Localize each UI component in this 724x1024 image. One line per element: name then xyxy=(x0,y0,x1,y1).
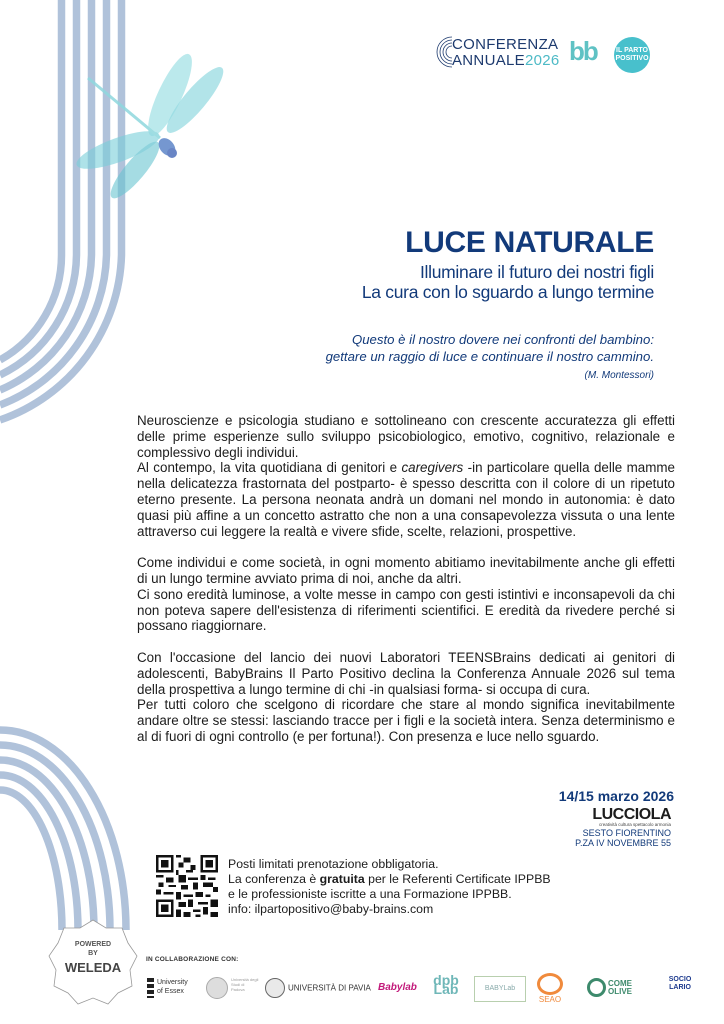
subtitle-line2: La cura con lo sguardo a lungo termine xyxy=(361,282,654,302)
logo-come-olive xyxy=(587,978,639,997)
weleda-logo: WELEDA xyxy=(64,960,122,975)
paragraph-3-sentence-2: Per tutti coloro che scelgono di ricordare che stare al mondo significa inevitabilmente andare oltre se stessi: lasciando tracce per i figli e la società intera. Senza determinismo e al di fuori di ogni controllo (e per fortuna!). Con presenza e luce nello sguardo. xyxy=(137,697,675,744)
logo-university-pavia xyxy=(265,978,380,998)
paragraph-1 xyxy=(137,413,675,539)
conference-logo-line2: ANNUALE xyxy=(452,52,525,69)
logo-babylab-2: BABYLab xyxy=(474,976,526,1002)
info-line1: Posti limitati prenotazione obbligatoria. xyxy=(228,857,439,871)
subtitle xyxy=(362,262,654,302)
seao-ring-icon xyxy=(537,973,563,995)
venue-logo-text: LUCCIOLA xyxy=(592,806,671,823)
padova-seal-icon xyxy=(206,977,228,999)
paragraph-1-sentence-1: Neuroscienze e psicologia studiano e sottolineano con crescente accuratezza gli effetti delle prime esperienze sullo sviluppo psicobiologico, emotivo, cognitivo, relazionale e complessivo degli individui. xyxy=(137,413,675,460)
info-free-label: gratuita xyxy=(319,872,365,886)
page-title: LUCE NATURALE xyxy=(405,226,654,259)
qr-code[interactable] xyxy=(156,855,218,917)
paragraph-2-sentence-1: Come individui e come società, in ogni momento abitiamo inevitabilmente anche gli effetti di un lungo termine avviato prima di noi, anche da altri. xyxy=(137,555,675,586)
paragraph-3 xyxy=(137,650,675,745)
logo-socio-lario: SOCIO LARIO xyxy=(668,976,692,991)
quote-author: (M. Montessori) xyxy=(584,370,654,381)
paragraph-2-sentence-2: Ci sono eredità luminose, a volte messe in campo con gesti istintivi e inconsapevoli da chi non poteva sapere dell'esistenza di riferimenti scientifici. E eredità da rivedere perché si possano riaggiornare. xyxy=(137,586,675,634)
paragraph-2 xyxy=(137,555,675,634)
by-label: BY xyxy=(88,950,98,957)
venue-tagline: creatività cultura spettacolo armonia xyxy=(598,822,671,827)
subtitle-line1: Illuminare il futuro dei nostri figli xyxy=(419,262,654,282)
paragraph-1-sentence-2a: Al contempo, la vita quotidiana di genitori e xyxy=(137,460,402,476)
stripe xyxy=(0,775,78,930)
powered-label: POWERED xyxy=(74,941,112,948)
conference-logo-text xyxy=(452,37,560,69)
logo-university-essex xyxy=(147,978,192,998)
logo-seao xyxy=(532,973,568,1004)
spiral-icon xyxy=(432,35,454,69)
quote-line1: Questo è il nostro dovere nei confronti del bambino: xyxy=(351,332,654,347)
info-line2b: per le Referenti Certificate IPPBB xyxy=(364,872,551,886)
seao-label: SEAO xyxy=(538,995,562,1004)
essex-label: University of Essex xyxy=(157,979,188,995)
pavia-seal-icon xyxy=(265,978,285,998)
babybrains-logo: bb xyxy=(569,36,597,66)
quote-line2: gettare un raggio di luce e continuare il nostro cammino. xyxy=(325,349,654,364)
venue-address xyxy=(575,828,671,848)
paragraph-3-sentence-1: Con l'occasione del lancio dei nuovi Laboratori TEENSBrains dedicati ai genitori di adolescenti, BabyBrains Il Parto Positivo declina la Conferenza Annuale 2026 sul tema della prospettiva a lungo termine di chi -in qualsiasi forma- si occupa di cura. xyxy=(137,649,675,697)
info-email[interactable]: info: ilpartopositivo@baby-brains.com xyxy=(228,902,434,916)
collab-label: IN COLLABORAZIONE CON: xyxy=(146,956,239,963)
logo-university-padova xyxy=(206,977,261,999)
venue-city: SESTO FIORENTINO xyxy=(582,828,671,838)
parto-positivo-logo: IL PARTO POSITIVO xyxy=(614,37,650,73)
info-line3: e le professioniste iscritte a una Formazione IPPBB. xyxy=(228,887,512,901)
weleda-badge xyxy=(48,918,138,1006)
info-line2a: La conferenza è xyxy=(228,872,320,886)
essex-mark-icon xyxy=(147,978,154,998)
stripe xyxy=(0,0,62,360)
come-olive-ring-icon xyxy=(587,978,606,997)
body-text xyxy=(137,413,675,761)
conference-logo-line1: CONFERENZA xyxy=(452,36,559,53)
quote xyxy=(326,331,654,365)
dragonfly-icon xyxy=(73,49,231,204)
conference-logo-year: 2026 xyxy=(524,52,560,69)
venue-street: P.ZA IV NOVEMBRE 55 xyxy=(575,838,671,848)
logo-babylab: Babylab xyxy=(378,982,417,993)
paragraph-1-sentence-2b: -in particolare quella delle mamme nella delicatezza frastornata del postparto- è spesso descritta con il colore di un ripetuto eterno presente. La persona neonata andrà un domani nel mondo in autonomia: è dato quasi più affine a un concetto astratto che non a una consapevolezza vissuta o una lente attraverso cui leggere la realtà e vivere sfide, scelte, relazioni, prospettive. xyxy=(137,460,675,539)
logo-dpb-lab: dpb Lab xyxy=(433,972,459,997)
event-date: 14/15 marzo 2026 xyxy=(558,788,674,804)
registration-info xyxy=(228,857,551,917)
come-olive-label: COME OLIVE xyxy=(608,978,633,996)
pavia-label: UNIVERSITÀ DI PAVIA xyxy=(288,983,371,993)
conference-logo xyxy=(432,30,662,80)
padova-label: Università degli Studi di Padova xyxy=(231,977,259,992)
paragraph-1-italic: caregivers xyxy=(401,460,464,476)
